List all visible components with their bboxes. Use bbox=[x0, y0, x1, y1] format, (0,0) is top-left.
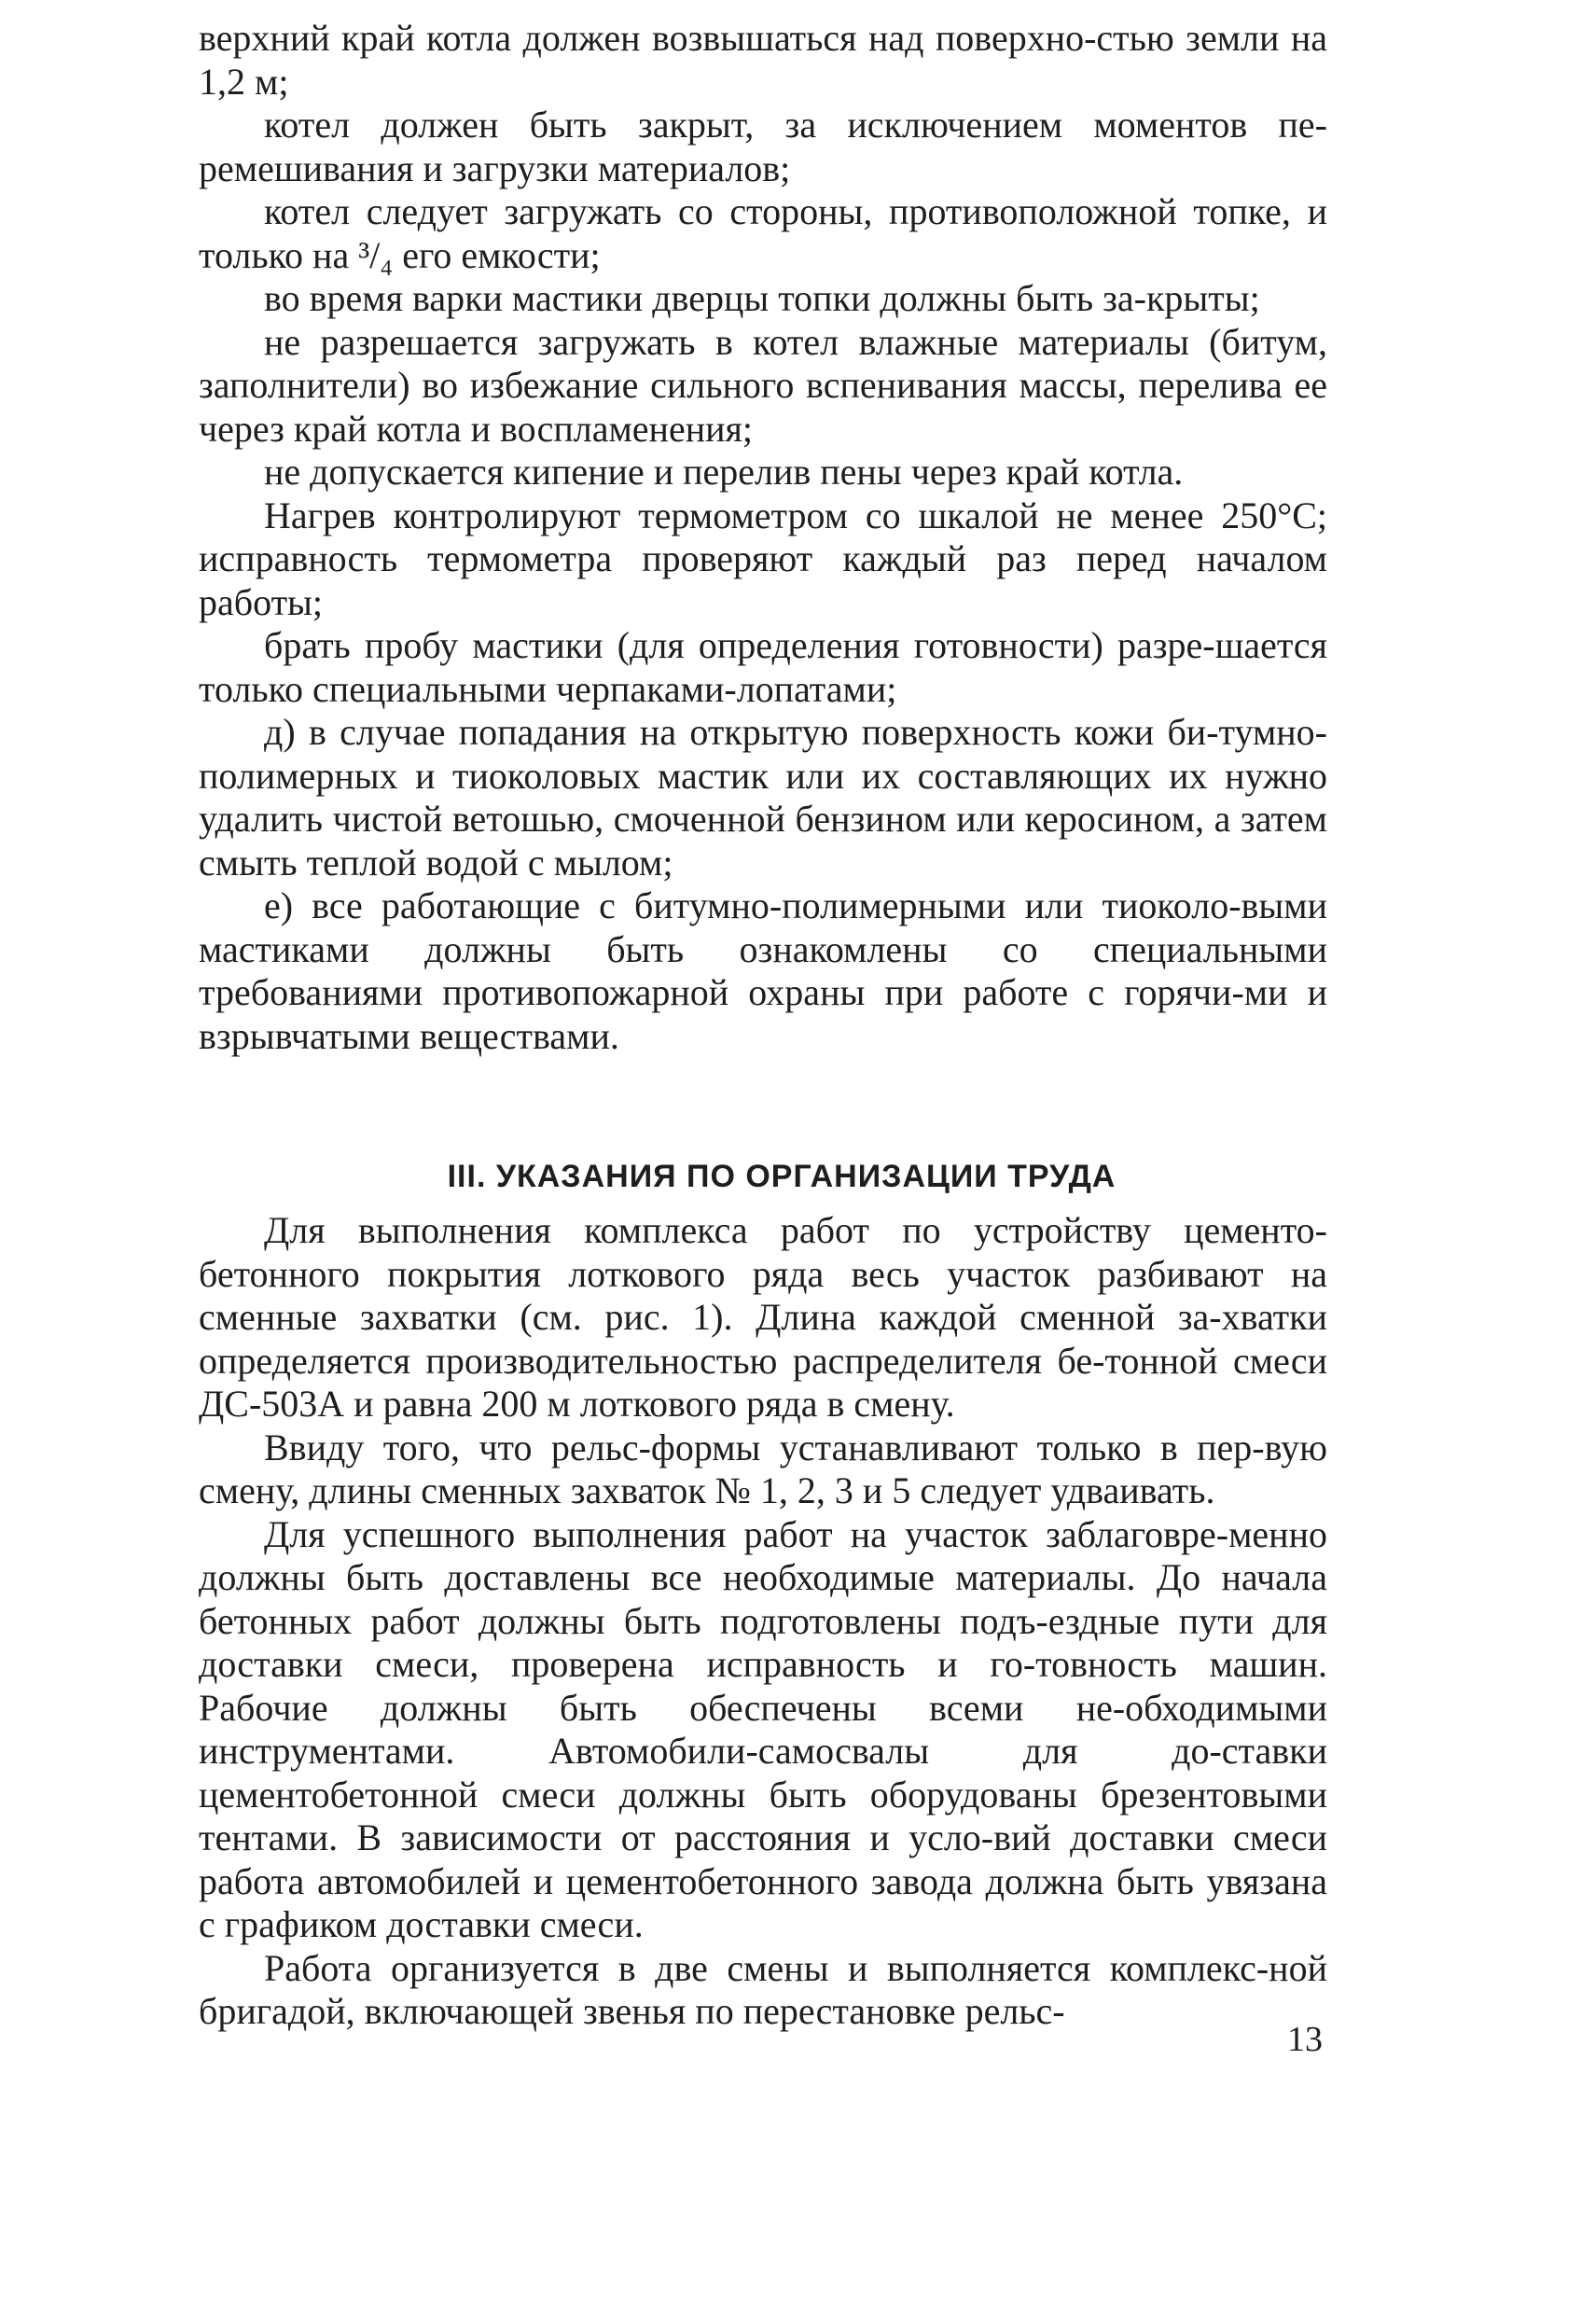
list-item: е) все работающие с битумно-полимерными или тиоколо-выми мастиками должны быть ознакомлены со специальными требованиями противопожарной охраны при работе с горячи-ми и взрывчатыми веществами. bbox=[199, 884, 1327, 1057]
list-item: брать пробу мастики (для определения готовности) разре-шается только специальными черпаками-лопатами; bbox=[199, 624, 1327, 710]
heading-spacer bbox=[199, 1198, 1327, 1209]
list-item: котел должен быть закрыт, за исключением моментов пе-ремешивания и загрузки материалов; bbox=[199, 104, 1327, 189]
paragraph: Для успешного выполнения работ на участок заблаговре-менно должны быть доставлены все необходимые материалы. До начала бетонных работ должны быть подготовлены подъ-ездные пути для доставки смеси, проверена исправность и го-товность машин. Рабочие должны быть обеспечены всеми не-обходимыми инструментами. Автомобили-самосвалы для до-ставки цементобетонной смеси должны быть оборудованы брезентовыми тентами. В зависимости от расстояния и усло-вий доставки смеси работа автомобилей и цементобетонного завода должна быть увязана с графиком доставки смеси. bbox=[199, 1512, 1327, 1945]
list-item: котел следует загружать со стороны, противоположной топке, и только на ³/₄ его емкости; bbox=[199, 190, 1327, 276]
paragraph: Работа организуется в две смены и выполняется комплекс-ной бригадой, включающей звенья по перестановке рельс- bbox=[199, 1946, 1327, 2032]
list-item: Нагрев контролируют термометром со шкалой не менее 250°С; исправность термометра проверяют каждый раз перед началом работы; bbox=[199, 494, 1327, 623]
paragraph: Ввиду того, что рельс-формы устанавливают только в пер-вую смену, длины сменных захваток № 1, 2, 3 и 5 следует удваивать. bbox=[199, 1426, 1327, 1511]
page-number: 13 bbox=[1287, 2020, 1323, 2059]
list-item: не разрешается загружать в котел влажные материалы (битум, заполнители) во избежание сильного вспенивания массы, перелива ее через край котла и воспламенения; bbox=[199, 320, 1327, 450]
section-heading: III. УКАЗАНИЯ ПО ОРГАНИЗАЦИИ ТРУДА bbox=[447, 1159, 1116, 1194]
paragraph: Для выполнения комплекса работ по устройству цементо-бетонного покрытия лоткового ряда весь участок разбивают на сменные захватки (см. рис. 1). Длина каждой сменной за-хватки определяется производительностью распределителя бе-тонной смеси ДС-503А и равна 200 м лоткового ряда в смену. bbox=[199, 1209, 1327, 1425]
page-body bbox=[199, 17, 1327, 2034]
list-item: д) в случае попадания на открытую поверхность кожи би-тумно-полимерных и тиоколовых мастик или их составляющих их нужно удалить чистой ветошью, смоченной бензином или керосином, а затем смыть теплой водой с мылом; bbox=[199, 711, 1327, 884]
paragraph-boiler-edge: верхний край котла должен возвышаться над поверхно-стью земли на 1,2 м; bbox=[199, 17, 1327, 103]
list-item: не допускается кипение и перелив пены через край котла. bbox=[264, 451, 1184, 493]
section-spacer bbox=[199, 1058, 1327, 1155]
list-item: во время варки мастики дверцы топки должны быть за-крыты; bbox=[264, 277, 1260, 319]
